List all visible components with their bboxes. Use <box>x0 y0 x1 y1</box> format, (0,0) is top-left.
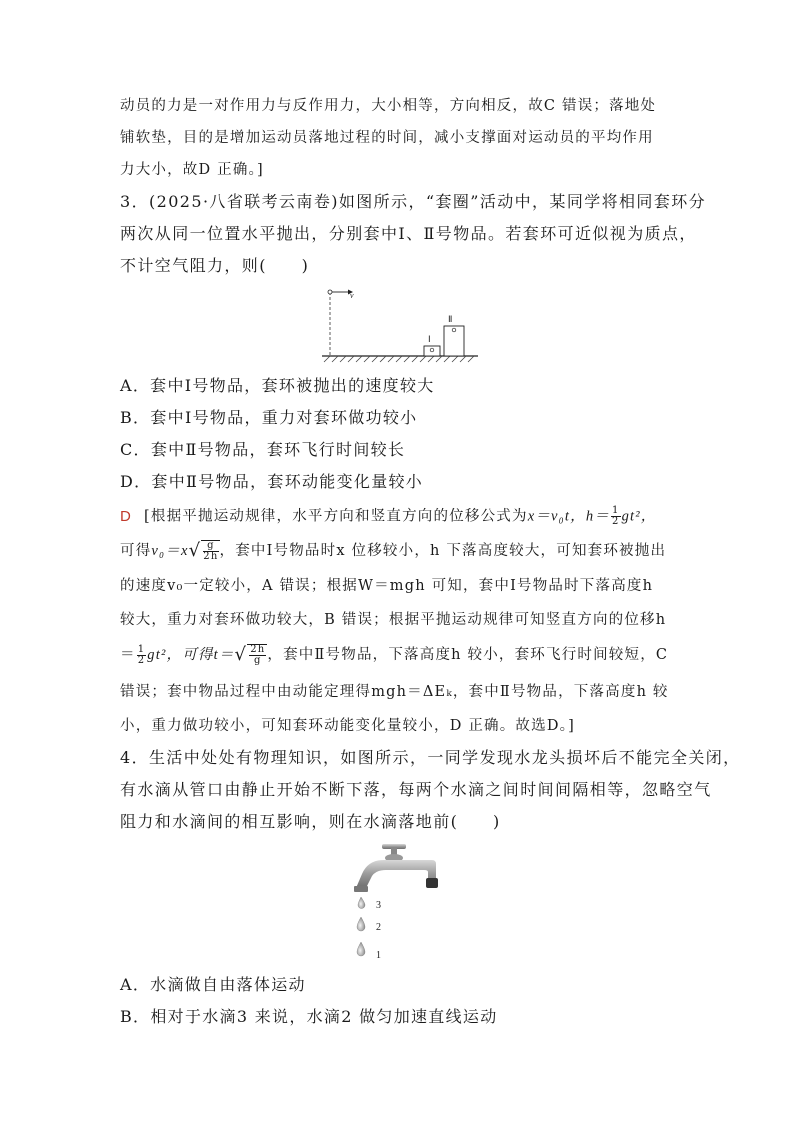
q3-explanation-line-2: 可得v₀＝x√ $\frac{g}{2h}$ ，套中Ⅰ号物品时x 位移较小，h 下落高度较大，可知套环被抛出 <box>120 540 667 562</box>
q3-explanation-line-5: ＝ $\frac{1}{2}$ gt²，可得t＝√ $\frac{2h}{g}$ ，套中Ⅱ号物品，下落高度h 较小，套环飞行时间较短，C <box>120 643 669 666</box>
ground-hatching <box>324 356 474 362</box>
q3-stem-line-1: 3．(2025·八省联考云南卷)如图所示，“套圈”活动中，某同学将相同套环分 <box>120 192 707 211</box>
ring-launch-point <box>328 290 332 294</box>
q3-explanation-line-1: D [根据平抛运动规律，水平方向和竖直方向的位移公式为x＝v₀t，h＝ $\frac{1}{2}$ gt²， <box>120 505 657 527</box>
item-2-label: Ⅱ <box>448 314 453 324</box>
q3-option-d: D．套中Ⅱ号物品，套环动能变化量较小 <box>120 472 424 491</box>
prev-explanation-line-1: 动员的力是一对作用力与反作用力，大小相等，方向相反，故C 错误；落地处 <box>120 98 657 114</box>
drop-1-label: 1 <box>376 950 381 961</box>
q3-stem-line-3: 不计空气阻力，则( ) <box>120 256 310 275</box>
q4-stem-line-3: 阻力和水滴间的相互影响，则在水滴落地前( ) <box>120 812 501 831</box>
prev-explanation-line-2: 铺软垫，目的是增加运动员落地过程的时间，减小支撑面对运动员的平均作用 <box>120 130 654 146</box>
prev-explanation-line-3: 力大小，故D 正确。] <box>120 162 264 178</box>
q4-stem-line-2: 有水滴从管口由静止开始不断下落，每两个水滴之间时间间隔相等，忽略空气 <box>120 780 712 799</box>
q3-answer: D <box>120 507 133 525</box>
q3-explanation-line-7: 小，重力做功较小，可知套环动能变化量较小，D 正确。故选D。] <box>120 718 575 734</box>
q3-explanation-line-3: 的速度v₀一定较小，A 错误；根据W＝mgh 可知，套中Ⅰ号物品时下落高度h <box>120 578 654 594</box>
faucet-figure <box>346 842 446 968</box>
q3-explanation-line-4: 较大，重力对套环做功较大，B 错误；根据平抛运动规律可知竖直方向的位移h <box>120 612 667 628</box>
sqrt-sign: √ <box>188 540 202 561</box>
q3-explanation-line-6: 错误；套中物品过程中由动能定理得mgh＝ΔEₖ，套中Ⅱ号物品，下落高度h 较 <box>120 684 669 700</box>
item-1-label: Ⅰ <box>428 334 431 344</box>
water-drop-2 <box>357 917 381 933</box>
q4-stem-line-1: 4．生活中处处有物理知识，如图所示，一同学发现水龙头损坏后不能完全关闭， <box>120 748 741 767</box>
q3-option-c: C．套中Ⅱ号物品，套环飞行时间较长 <box>120 440 406 459</box>
faucet-icon <box>354 844 438 892</box>
sqrt-sign: √ <box>234 644 248 665</box>
water-drop-3 <box>358 897 381 911</box>
drop-2-label: 2 <box>376 922 381 933</box>
velocity-label: v <box>350 291 354 300</box>
q4-option-b: B．相对于水滴3 来说，水滴2 做匀加速直线运动 <box>120 1007 498 1026</box>
q3-option-a: A．套中Ⅰ号物品，套环被抛出的速度较大 <box>120 376 435 395</box>
drop-3-label: 3 <box>376 900 381 911</box>
ring-toss-figure <box>318 284 488 366</box>
q3-option-b: B．套中Ⅰ号物品，重力对套环做功较小 <box>120 408 418 427</box>
q3-stem-line-2: 两次从同一位置水平抛出，分别套中Ⅰ、Ⅱ号物品。若套环可近似视为质点， <box>120 224 697 243</box>
half-fraction: $\frac{1}{2}$ <box>612 505 620 527</box>
water-drop-1 <box>357 942 381 961</box>
q4-option-a: A．水滴做自由落体运动 <box>120 975 306 994</box>
